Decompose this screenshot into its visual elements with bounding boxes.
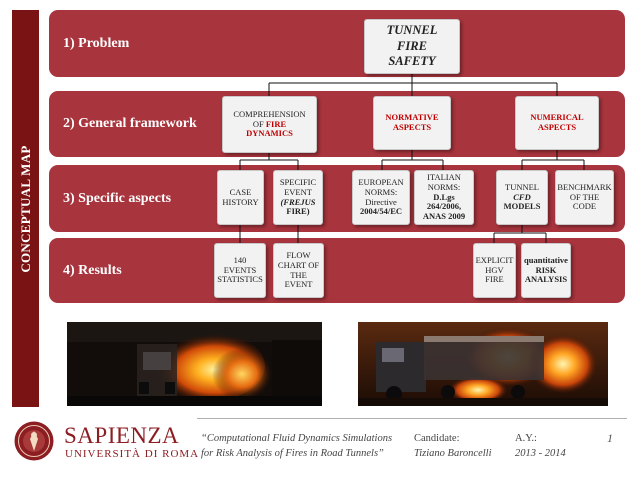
footer-divider xyxy=(197,418,627,419)
node-italian-norms: ITALIAN NORMS: D.Lgs 264/2006, ANAS 2009 xyxy=(414,170,474,225)
row-framework-label: 2) General framework xyxy=(63,116,197,131)
conceptual-map-label: CONCEPTUAL MAP xyxy=(17,144,33,273)
tunnel-fire-photo-left xyxy=(67,322,322,406)
candidate-info: Candidate: Tiziano Baroncelli xyxy=(414,433,492,459)
node-normative-aspects: NORMATIVE ASPECTS xyxy=(373,96,451,150)
row-results-label: 4) Results xyxy=(63,262,122,278)
hgv-fire-photo-right xyxy=(358,322,608,406)
academic-year-info: A.Y.: 2013 - 2014 xyxy=(515,433,566,459)
sapienza-seal-logo xyxy=(13,417,55,465)
node-numerical-aspects: NUMERICAL ASPECTS xyxy=(515,96,599,150)
node-explicit-hgv-fire: EXPLICIT HGV FIRE xyxy=(473,243,516,298)
node-comprehension-fire-dynamics: COMPREHENSION OF FIRE DYNAMICS xyxy=(222,96,317,153)
university-subtitle: UNIVERSITÀ DI ROMA xyxy=(65,448,200,460)
node-specific-event-frejus: SPECIFIC EVENT (FREJUS FIRE) xyxy=(273,170,323,225)
row-problem-label: 1) Problem xyxy=(63,35,130,51)
node-tunnel-fire-safety: TUNNEL FIRE SAFETY xyxy=(364,19,460,74)
node-tunnel-cfd-models: TUNNEL CFD MODELS xyxy=(496,170,548,225)
node-benchmark-code: BENCHMARK OF THE CODE xyxy=(555,170,614,225)
node-quantitative-risk-analysis: quantitative RISK ANALYSIS xyxy=(521,243,571,298)
university-name: SAPIENZA xyxy=(64,423,180,448)
node-european-norms: EUROPEAN NORMS: Directive 2004/54/EC xyxy=(352,170,410,225)
page-number: 1 xyxy=(607,431,613,445)
node-flow-chart-event: FLOW CHART OF THE EVENT xyxy=(273,243,324,298)
row-specific-label: 3) Specific aspects xyxy=(63,190,172,206)
thesis-title: “Computational Fluid Dynamics Simulations for Risk Analysis of Fires in Road Tunnels” xyxy=(201,433,393,459)
node-events-statistics: 140 EVENTS STATISTICS xyxy=(214,243,266,298)
node-case-history: CASE HISTORY xyxy=(217,170,264,225)
